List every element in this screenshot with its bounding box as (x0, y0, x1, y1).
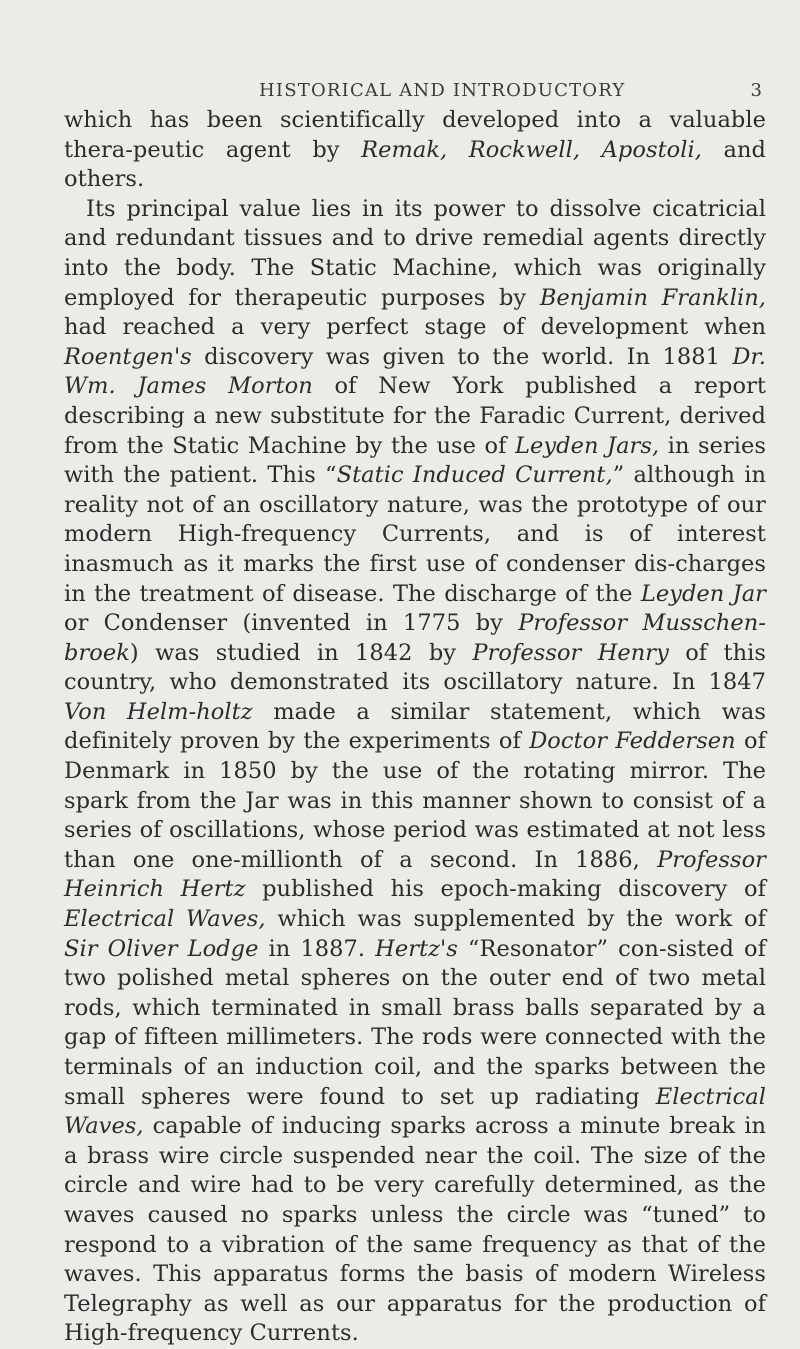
text-segment: ” although in reality not of an oscillatory nature, was the prototype of our modern High-frequency Currents, and is of interest inasmuch as it marks the first use of condenser dis-charges in the treatment of disease. The discharge of the (64, 462, 766, 607)
italic-text-segment: Electrical Waves, (64, 906, 266, 933)
running-head (64, 80, 766, 104)
italic-text-segment: Leyden Jars, (515, 432, 660, 459)
text-segment: and others. (64, 136, 766, 193)
italic-text-segment: Von Helm-holtz (64, 698, 253, 725)
italic-text-segment: Hertz's (375, 935, 458, 962)
text-segment: which was supplemented by the work of (265, 906, 766, 933)
text-segment: which has been scientifically developed into a valuable thera-peutic agent by (64, 107, 766, 163)
text-segment: or Condenser (invented in 1775 by (64, 610, 519, 637)
text-segment: made a similar statement, which was definitely proven by the experiments of (64, 698, 766, 755)
italic-text-segment: Leyden Jar (640, 580, 766, 607)
italic-text-segment: Professor Heinrich Hertz (64, 846, 766, 903)
text-segment: ) was studied in 1842 by (129, 639, 473, 666)
text-segment: in series with the patient. This “ (64, 432, 766, 489)
text-segment: of Denmark in 1850 by the use of the rotating mirror. The spark from the Jar was in this manner shown to consist of a series of oscillations, whose period was estimated at not less than one one-millionth of a second. In 1886, (64, 728, 766, 873)
text-segment: in 1887. (258, 935, 376, 962)
italic-text-segment: Professor Musschen-broek (64, 610, 766, 666)
italic-text-segment: Doctor Feddersen (529, 728, 736, 755)
italic-text-segment: Roentgen's (64, 343, 192, 370)
text-segment: published his epoch-making discovery of (245, 876, 766, 903)
text-segment: “Resonator” con-sisted of two polished metal spheres on the outer end of two metal rods, which terminated in small brass balls separated by a gap of fifteen millimeters. The rods were connected with the terminals of an induction coil, and the sparks between the small spheres were found to set up radiating (64, 935, 767, 1110)
text-segment: Its principal value lies in its power to dissolve cicatricial and redundant tissues and to drive remedial agents directly into the body. The Static Machine, which was originally employed for therapeutic purposes by (64, 195, 766, 311)
page-number: 3 (750, 80, 762, 101)
text-segment: of this country, who demonstrated its oscillatory nature. In 1847 (64, 639, 767, 696)
italic-text-segment: Dr. Wm. James Morton (64, 343, 766, 400)
text-segment: discovery was given to the world. In 1881 (191, 343, 733, 370)
body-text (64, 106, 766, 1349)
paragraph-2 (64, 195, 766, 1349)
italic-text-segment: Sir Oliver Lodge (64, 935, 259, 962)
italic-text-segment: Electrical Waves, (64, 1083, 766, 1140)
text-segment: had reached a very perfect stage of development when (64, 314, 766, 341)
italic-text-segment: Remak, Rockwell, Apostoli, (361, 136, 702, 163)
italic-text-segment: Static Induced Current, (336, 462, 613, 489)
running-title: HISTORICAL AND INTRODUCTORY (259, 80, 626, 101)
text-segment: capable of inducing sparks across a minute break in a brass wire circle suspended near the coil. The size of the circle and wire had to be very carefully determined, as the waves caused no sparks unless the circle was “tuned” to respond to a vibration of the same frequency as that of the waves. This apparatus forms the basis of modern Wireless Telegraphy as well as our apparatus for the production of High-frequency Currents. (64, 1113, 766, 1347)
paragraph-1 (64, 106, 766, 195)
text-segment: of New York published a report describing a new substitute for the Faradic Current, derived from the Static Machine by the use of (64, 373, 766, 459)
italic-text-segment: Benjamin Franklin, (539, 284, 767, 311)
italic-text-segment: Professor Henry (472, 639, 669, 666)
